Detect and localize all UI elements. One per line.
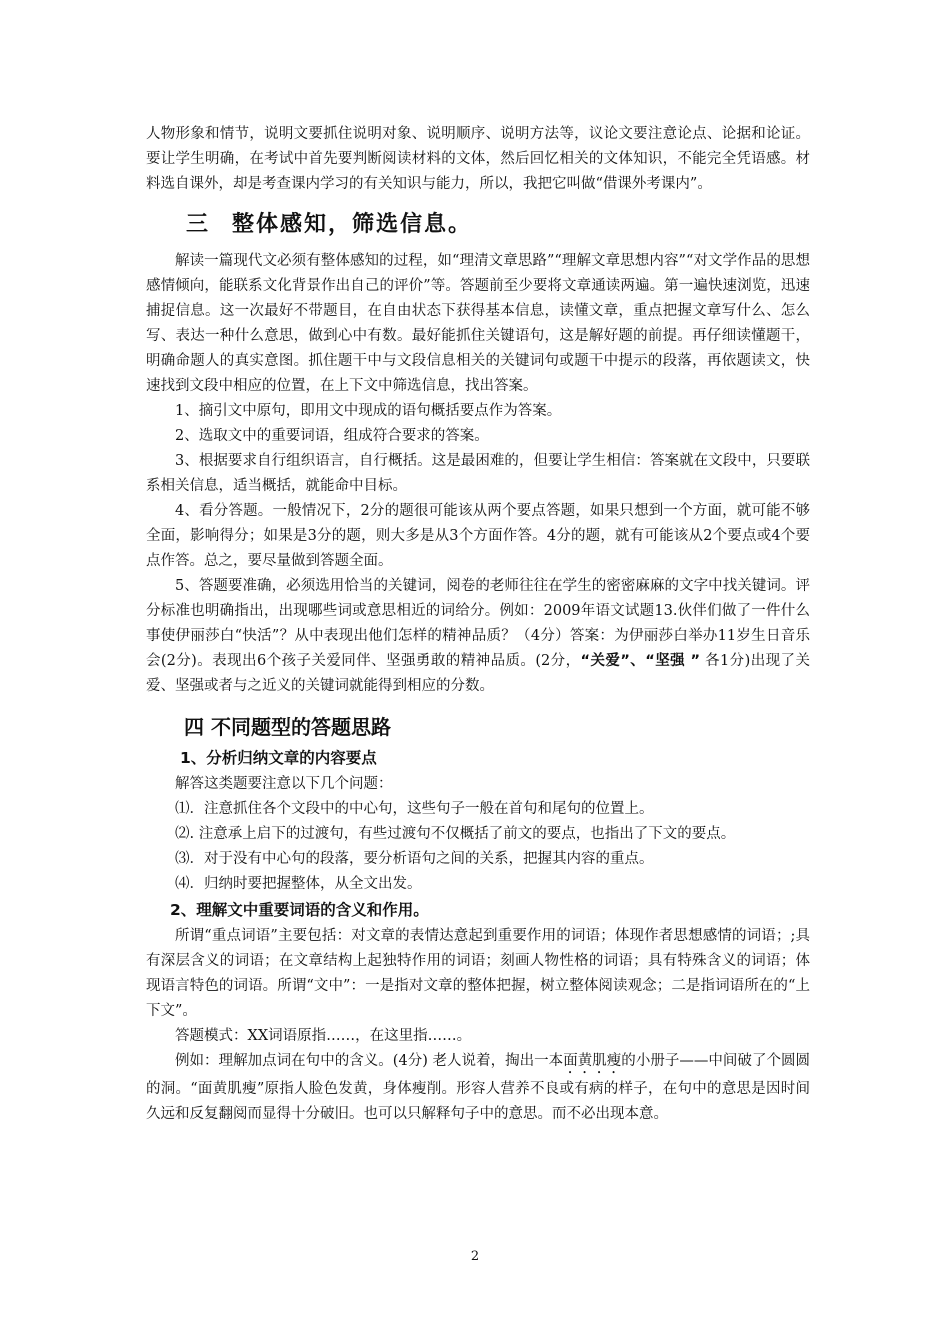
- point-1: 1、摘引文中原句，即用文中现成的语句概括要点作为答案。: [175, 403, 562, 419]
- paragraph-top: 人物形象和情节，说明文要抓住说明对象、说明顺序、说明方法等，议论文要注意论点、论据和论证。要让学生明确，在考试中首先要判断阅读材料的文体，然后回忆相关的文体知识，不能完全凭语感。材料选自课外，却是考查课内学习的有关知识与能力，所以，我把它叫做“借课外考课内”。: [146, 126, 810, 192]
- example-text: 例如：理解加点词在句中的含义。(4分) 老人说着，掏出一本: [175, 1053, 564, 1069]
- example-paragraph: [146, 1049, 810, 1127]
- point-3: 3、根据要求自行组织语言，自行概括。这是最困难的，但要让学生相信：答案就在文段中，只要联系相关信息，适当概括，就能命中目标。: [146, 453, 810, 494]
- dotted-word: 面黄肌瘦: [563, 1053, 622, 1069]
- subheading-1: 1、分析归纳文章的内容要点: [180, 749, 377, 767]
- subsection-2-paragraph: 所谓“重点词语”主要包括：对文章的表情达意起到重要作用的词语；体现作者思想感情的词语；;具有深层含义的词语；在文章结构上起独特作用的词语；刻画人物性格的词语；具有特殊含义的词语；体现语言特色的词语。所谓“文中”：一是指对文章的整体把握，树立整体阅读观念；二是指词语所在的“上下文”。: [146, 928, 810, 1019]
- list-item: ⑶．对于没有中心句的段落，要分析语句之间的关系，把握其内容的重点。: [175, 851, 654, 867]
- point-2: 2、选取文中的重要词语，组成符合要求的答案。: [175, 428, 489, 444]
- subheading-2: 2、理解文中重要词语的含义和作用。: [170, 901, 429, 919]
- point-4: 4、看分答题。一般情况下，2分的题很可能该从两个要点答题，如果只想到一个方面，就可能不够全面，影响得分；如果是3分的题，则大多是从3个方面作答。4分的题，就有可能该从2个要点或4个要点作答。总之，要尽量做到答题全面。: [146, 503, 810, 569]
- section-number: 三: [186, 212, 211, 237]
- list-item: ⑵. 注意承上启下的过渡句，有些过渡句不仅概括了前文的要点，也指出了下文的要点。: [175, 826, 736, 842]
- subsection-1-intro: 解答这类题要注意以下几个问题：: [175, 776, 393, 792]
- section-heading-3: [186, 205, 810, 245]
- page-content: [146, 122, 810, 1127]
- paragraph-intro: 解读一篇现代文必须有整体感知的过程，如“理清文章思路”“理解文章思想内容”“对文学作品的思想感情倾向，能联系文化背景作出自己的评价”等。答题前至少要将文章通读两遍。第一遍快速浏览，迅速捕捉信息。这一次最好不带题目，在自由状态下获得基本信息，读懂文章，重点把握文章写什么、怎么写、表达一种什么意思，做到心中有数。最好能抓住关键语句，这是解好题的前提。再仔细读懂题干，明确命题人的真实意图。抓住题干中与文段信息相关的关键词句或题干中提示的段落，再依题读文，快速找到文段中相应的位置，在上下文中筛选信息，找出答案。: [146, 253, 810, 394]
- list-item: ⑷．归纳时要把握整体，从全文出发。: [175, 876, 422, 892]
- point-5: [146, 574, 810, 699]
- keyword-bold: “关爱”、“坚强 ”: [580, 653, 701, 669]
- section-title: 整体感知，筛选信息。: [232, 212, 473, 237]
- list-item: ⑴．注意抓住各个文段中的中心句，这些句子一般在首句和尾句的位置上。: [175, 801, 654, 817]
- point-5-tail: 各1分)出现了关爱、坚强或者与之近义的关键词就能得到相应的分数。: [146, 653, 810, 694]
- section-heading-4: 四 不同题型的答题思路: [184, 715, 391, 739]
- point-5-text: 5、答题要准确，必须选用恰当的关键词，阅卷的老师往往在学生的密密麻麻的文字中找关键词。评分标准也明确指出，出现哪些词或意思相近的词给分。例如：2009年语文试题13.伙伴们做了一件什么事使伊丽莎白“快活”？从中表现出他们怎样的精神品质？（4分）答案：为伊丽莎白举办11岁生日音乐会(2分)。表现出6个孩子关爱同伴、坚强勇敢的精神品质。(2分，: [146, 578, 810, 669]
- page-number: 2: [470, 1249, 480, 1264]
- example-tail: 的小册子——中间破了个圆圆的洞。“面黄肌瘦”原指人脸色发黄，身体瘦削。形容人营养不良或有病的样子，在句中的意思是因时间久远和反复翻阅而显得十分破旧。也可以只解释句子中的意思。而不必出现本意。: [146, 1053, 811, 1122]
- answer-template: 答题模式：XX词语原指……，在这里指……。: [175, 1028, 472, 1044]
